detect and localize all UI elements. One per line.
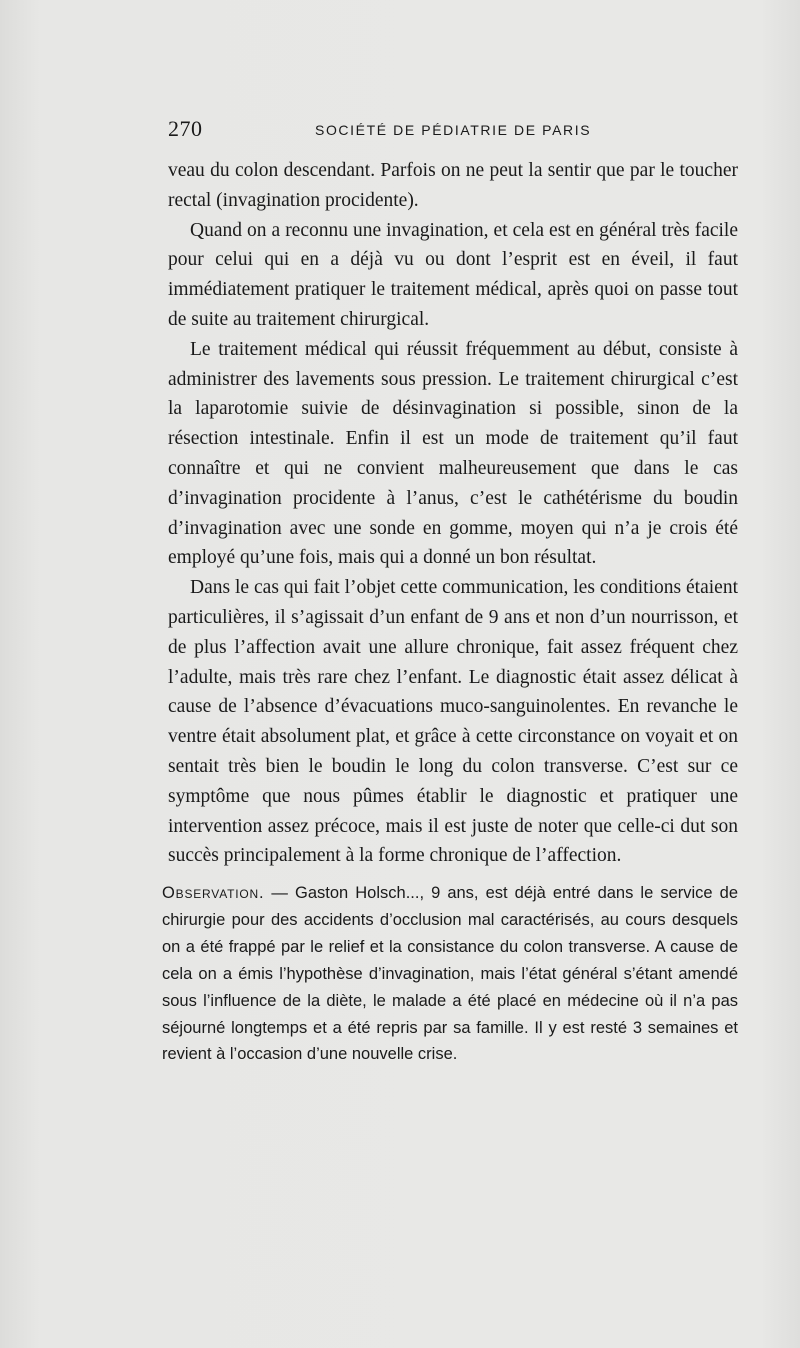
observation-label: Observation. <box>162 884 265 902</box>
paragraph: Quand on a reconnu une invagination, et cela est en général très facile pour celui qui en a déjà vu ou dont l’esprit est en éveil, il faut immédiatement pratiquer le traitement médical, après quoi on passe tout de suite au traitement chirurgical. <box>168 219 738 330</box>
observation-text: — Gaston Holsch..., 9 ans, est déjà entré dans le service de chirurgie pour des accidents d’occlusion mal caractérisés, au cours desquels on a été frappé par le relief et la consistance du colon transverse. A cause de cela on a émis l’hypothèse d’invagination, mais l’état général s’étant amendé sous l’influence de la diète, le malade a été placé en médecine où il n’a pas séjourné longtemps et a été repris par sa famille. Il y est resté 3 semaines et revient à l’occasion d’une nouvelle crise. <box>162 884 738 1064</box>
page-number: 270 <box>168 116 203 141</box>
observation-paragraph <box>162 880 738 1068</box>
paragraph: Dans le cas qui fait l’objet cette communication, les conditions étaient particulières, il s’agissait d’un enfant de 9 ans et non d’un nourrisson, et de plus l’affection avait une allure chronique, fait assez fréquent chez l’adulte, mais très rare chez l’enfant. Le diagnostic était assez délicat à cause de l’absence d’évacuations muco-sanguinolentes. En revanche le ventre était absolument plat, et grâce à cette circonstance on voyait et on sentait très bien le boudin le long du colon transverse. C’est sur ce symptôme que nous pûmes établir le diagnostic et pratiquer une intervention assez précoce, mais il est juste de noter que celle-ci dut son succès principalement à la forme chronique de l’affection. <box>168 577 738 867</box>
paragraph: Le traitement médical qui réussit fréquemment au début, consiste à administrer des lavements sous pression. Le traitement chirurgical c’est la laparotomie suivie de désinvagination si possible, sinon de la résection intestinale. Enfin il est un mode de traitement qu’il faut connaître et qui ne convient malheureusement que dans le cas d’invagination procidente à l’anus, c’est le cathétérisme du boudin d’invagination avec une sonde en gomme, moyen qui n’a je crois été employé qu’une fois, mais qui a donné un bon résultat. <box>168 338 738 569</box>
running-head: SOCIÉTÉ DE PÉDIATRIE DE PARIS <box>315 122 592 138</box>
paragraph: veau du colon descendant. Parfois on ne peut la sentir que par le toucher rectal (invagination procidente). <box>168 160 738 211</box>
observation-section <box>162 880 738 1068</box>
main-text <box>168 156 738 871</box>
page-header <box>168 116 738 146</box>
